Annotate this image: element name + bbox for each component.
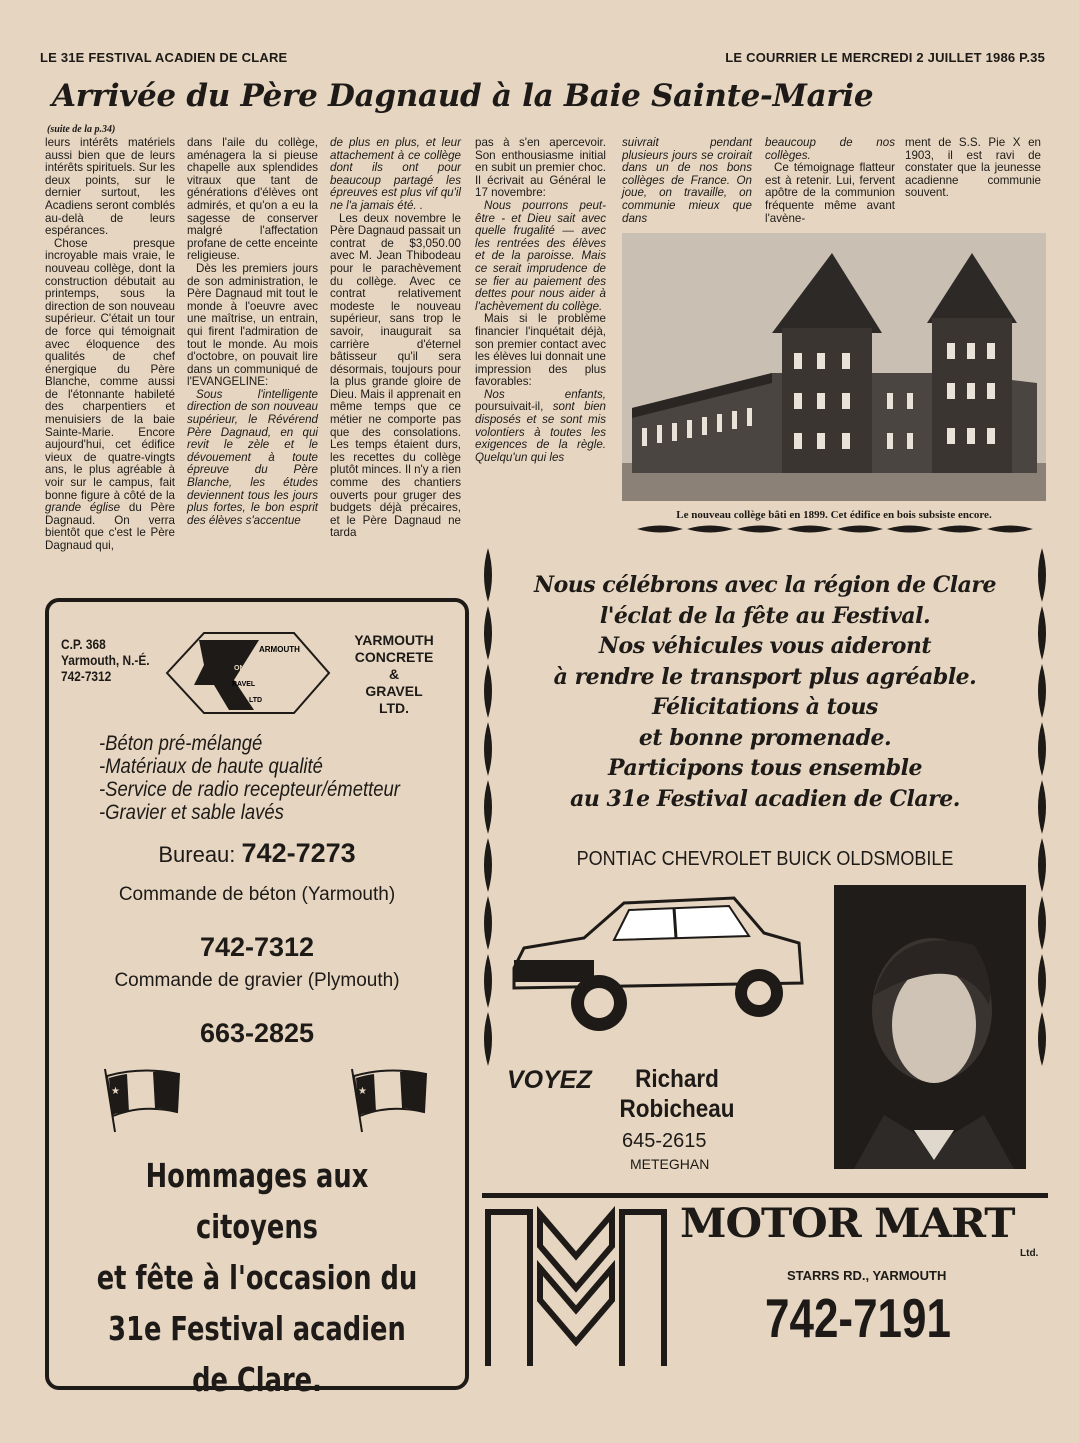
slogan-line: de Clare. xyxy=(192,1360,322,1399)
dealer-ad xyxy=(482,520,1048,1192)
name-line: CONCRETE xyxy=(354,649,434,665)
article-paragraph xyxy=(187,137,318,263)
article-column xyxy=(622,137,752,225)
voyez-label: VOYEZ xyxy=(507,1066,592,1094)
photo-caption: Le nouveau collège bâti en 1899. Cet édifice en bois subsiste encore. xyxy=(676,509,992,521)
border-ornament xyxy=(787,526,833,533)
article-text: Mais si le problème financier l'inquétait déjà, son premier contact avec les élèves lui donnait une impression des plus favorables: xyxy=(475,312,606,389)
article-text: du Père Dagnaud. On verra bientôt que c'est le Père Dagnaud qui, xyxy=(45,501,175,552)
message-line: et bonne promenade. xyxy=(638,724,892,751)
contact-phone: 645-2615 xyxy=(622,1130,707,1152)
motor-mart-ad xyxy=(482,1193,1048,1363)
yarmouth-concrete-ad xyxy=(45,598,469,1399)
slogan-line: et fête à l'occasion du xyxy=(96,1258,418,1297)
article-text: sont bien disposés et se sont mis volontiers à toutes les exigences de la règle. Quelqu'un qui les xyxy=(475,400,606,464)
contact-town: METEGHAN xyxy=(630,1156,710,1172)
acadian-flag-icon xyxy=(344,1064,434,1134)
service-item: -Béton pré-mélangé xyxy=(99,732,263,755)
name-line: & xyxy=(388,666,400,682)
motor-mart-logo xyxy=(482,1206,682,1366)
contact-name xyxy=(619,1064,736,1124)
message-line: Félicitations à tous xyxy=(652,694,878,720)
gravier-phone: 663-2825 xyxy=(199,1018,315,1048)
article-text: suivrait pendant plusieurs jours se croirait dans un de nos bons collèges de France. On joue, on travaille, on communie mieux que dans xyxy=(622,136,752,225)
svg-text:★: ★ xyxy=(358,1086,367,1097)
border-ornament xyxy=(887,526,933,533)
motor-mart-name: MOTOR MART xyxy=(680,1200,1015,1247)
article-paragraph xyxy=(330,137,461,213)
article-paragraph xyxy=(45,238,175,553)
article-text: poursuivait-il, xyxy=(475,400,553,414)
article-column xyxy=(330,137,461,540)
section-header: LE 31E FESTIVAL ACADIEN DE CLARE xyxy=(40,50,288,65)
article-paragraph xyxy=(475,313,606,389)
article-text: Sous l'intelligente direction de son nouveau supérieur, le Révérend Père Dagnaud, en qui revit le zèle et le dévouement à toute épreuve du Père Blanche, les études deviennent tous les jours plus fortes, le bon esprit des élèves s'accentue xyxy=(187,387,318,527)
article-text: dans l'aile du collège, aménagera la si pieuse chapelle aux splendides vitraux que tant de générations d'élèves ont admirés, et qu'on a eu la sagesse de conserver malgré l'affectation profane de cette enceinte religieuse. xyxy=(187,136,318,263)
border-ornament xyxy=(737,526,783,533)
name-line: GRAVEL xyxy=(365,683,423,699)
article-paragraph xyxy=(45,137,175,238)
service-item: -Matériaux de haute qualité xyxy=(99,755,323,778)
car-illustration xyxy=(504,888,804,1038)
name-line: LTD. xyxy=(378,700,410,716)
article-text: grande église xyxy=(45,501,121,515)
article-paragraph xyxy=(330,213,461,540)
article-paragraph xyxy=(187,389,318,528)
svg-text:RAVEL: RAVEL xyxy=(232,681,256,688)
slogan-line: 31e Festival acadien xyxy=(108,1309,406,1348)
message-line: l'éclat de la fête au Festival. xyxy=(599,602,931,629)
address-line: C.P. 368 xyxy=(61,636,106,652)
border-ornament xyxy=(937,526,983,533)
svg-text:LTD: LTD xyxy=(249,697,263,704)
continued-note: (suite de la p.34) xyxy=(47,124,116,135)
company-name xyxy=(339,632,449,717)
article-text: leurs intérêts matériels aussi bien que de leurs intérêts spirituels. Sur les deux points, sur le dernier surtout, les Acadiens seront comblés au-delà de leurs espérances. xyxy=(45,136,175,238)
article-text: Dès les premiers jours de son administration, le Père Dagnaud mit tout le monde à l'oeuvre avec une maîtrise, un entrain, qui firent l'admiration de tout le monde. Au mois d'octobre, on pouvait lire dans un communiqué de l'EVANGELINE: xyxy=(187,261,318,389)
message-line: Nous célébrons avec la région de Clare xyxy=(533,572,997,598)
article-column xyxy=(905,137,1041,200)
article-paragraph xyxy=(765,162,895,225)
article-text: ment de S.S. Pie X en 1903, il est ravi de constater que la jeunesse acadienne communie souvent. xyxy=(905,136,1041,200)
article-text: Nos enfants, xyxy=(484,387,606,401)
article-column xyxy=(187,137,318,527)
bureau-phone: 742-7273 xyxy=(241,838,356,868)
article-text: Nous pourrons peut-être - et Dieu sait avec quelle frugalité — avec les rentrées des élèves et de la paroisse. Mais ce serait imprudence de se fier au paiement des dettes pour nous aider à l'achèvement du collège. xyxy=(475,198,606,313)
article-paragraph xyxy=(765,137,895,162)
border-ornament xyxy=(837,526,883,533)
service-item: -Service de radio recepteur/émetteur xyxy=(99,778,400,801)
slogan-line: Hommages aux citoyens xyxy=(145,1156,369,1246)
ad-address xyxy=(61,636,150,684)
bureau-label: Bureau: xyxy=(158,842,236,867)
article-title: Arrivée du Père Dagnaud à la Baie Sainte-Marie xyxy=(52,78,874,114)
address-line: Yarmouth, N.-É. xyxy=(61,652,150,668)
article-paragraph xyxy=(187,263,318,389)
service-item: -Gravier et sable lavés xyxy=(99,801,284,824)
message-line: Nos véhicules vous aideront xyxy=(598,633,932,659)
article-column xyxy=(45,137,175,553)
article-paragraph xyxy=(905,137,1041,200)
beton-label: Commande de béton (Yarmouth) xyxy=(118,884,396,905)
gravier-label: Commande de gravier (Plymouth) xyxy=(114,970,400,991)
address-line: 742-7312 xyxy=(61,668,112,684)
message-line: à rendre le transport plus agréable. xyxy=(553,663,977,690)
first-name: Richard xyxy=(635,1065,719,1093)
article-text: Chose presque incroyable mais vraie, le nouveau collège, dont la construction débutait au printemps, sous la direction de son nouveau supérieur. C'était un tour de force qui témoignait avec éloquence des qualités de chef énergique du Père Blanche, comme aussi de l'étonnante habileté des charpentiers et menuisiers de la baie Sainte-Marie. Encore aujourd'hui, cet édifice vieux de quatre-vingts ans, le plus agréable à voir sur le campus, fait bonne figure à côté de la xyxy=(45,236,175,502)
college-photo xyxy=(622,233,1046,501)
article-text: beaucoup de nos collèges. xyxy=(765,136,895,162)
svg-text:ARMOUTH: ARMOUTH xyxy=(259,645,300,654)
motor-mart-ltd: Ltd. xyxy=(1020,1248,1039,1259)
article-text: Les deux novembre le Père Dagnaud passait un contrat de $3,050.00 avec M. Jean Thibodeau pour le parachèvement du collège. Avec ce contrat relativement modeste le nouveau supérieur, sans trop le savoir, inaugurait sa carrière d'éternel bâtisseur qu'il sera désormais, toujours pour la plus grande gloire de Dieu. Mais il apprenait en même temps que ce métier ne comporte pas que des consolations. Les temps étaient durs, les recettes du collège plutôt minces. Il n'y a rien comme des chantiers ouverts pour gruger des budgets déjà précaires, et le Père Dagnaud ne tarda xyxy=(330,211,461,540)
motor-mart-phone: 742-7191 xyxy=(765,1287,951,1349)
car-brands: PONTIAC CHEVROLET BUICK OLDSMOBILE xyxy=(576,848,954,870)
beton-phone: 742-7312 xyxy=(199,932,315,962)
bureau-line xyxy=(49,838,465,869)
page-header: LE COURRIER LE MERCREDI 2 JUILLET 1986 P.35 xyxy=(725,50,1045,65)
salesman-portrait xyxy=(834,885,1026,1169)
motor-mart-address: STARRS RD., YARMOUTH xyxy=(787,1268,947,1283)
slogan xyxy=(95,1150,419,1405)
message-line: Participons tous ensemble xyxy=(608,755,922,781)
article-text: pas à s'en apercevoir. Son enthousiasme initial en subit un premier choc. Il écrivait au Général le 17 novembre: xyxy=(475,136,606,200)
article-column xyxy=(765,137,895,225)
article-text: Ce témoignage flatteur est à retenir. Lui, fervent apôtre de la communion fréquente même avant l'avène- xyxy=(765,161,895,225)
border-ornament xyxy=(637,526,683,533)
article-paragraph xyxy=(475,200,606,313)
border-ornament xyxy=(687,526,733,533)
name-line: YARMOUTH xyxy=(354,632,434,648)
yarmouth-logo xyxy=(164,630,334,716)
message-line: au 31e Festival acadien de Clare. xyxy=(570,785,960,812)
article-column xyxy=(475,137,606,464)
article-paragraph xyxy=(475,137,606,200)
svg-text:★: ★ xyxy=(111,1086,120,1097)
svg-text:ONCRETE &: ONCRETE & xyxy=(234,665,276,672)
article-paragraph xyxy=(622,137,752,225)
article-paragraph xyxy=(475,389,606,465)
last-name: Robicheau xyxy=(619,1095,735,1123)
border-ornament xyxy=(987,526,1033,533)
article-text: de plus en plus, et leur attachement à ce collège dont ils ont pour beaucoup partagé les épreuves est plus vif qu'il ne l'a jamais été. . xyxy=(330,136,461,212)
acadian-flag-icon xyxy=(97,1064,187,1134)
services-list xyxy=(99,732,400,824)
